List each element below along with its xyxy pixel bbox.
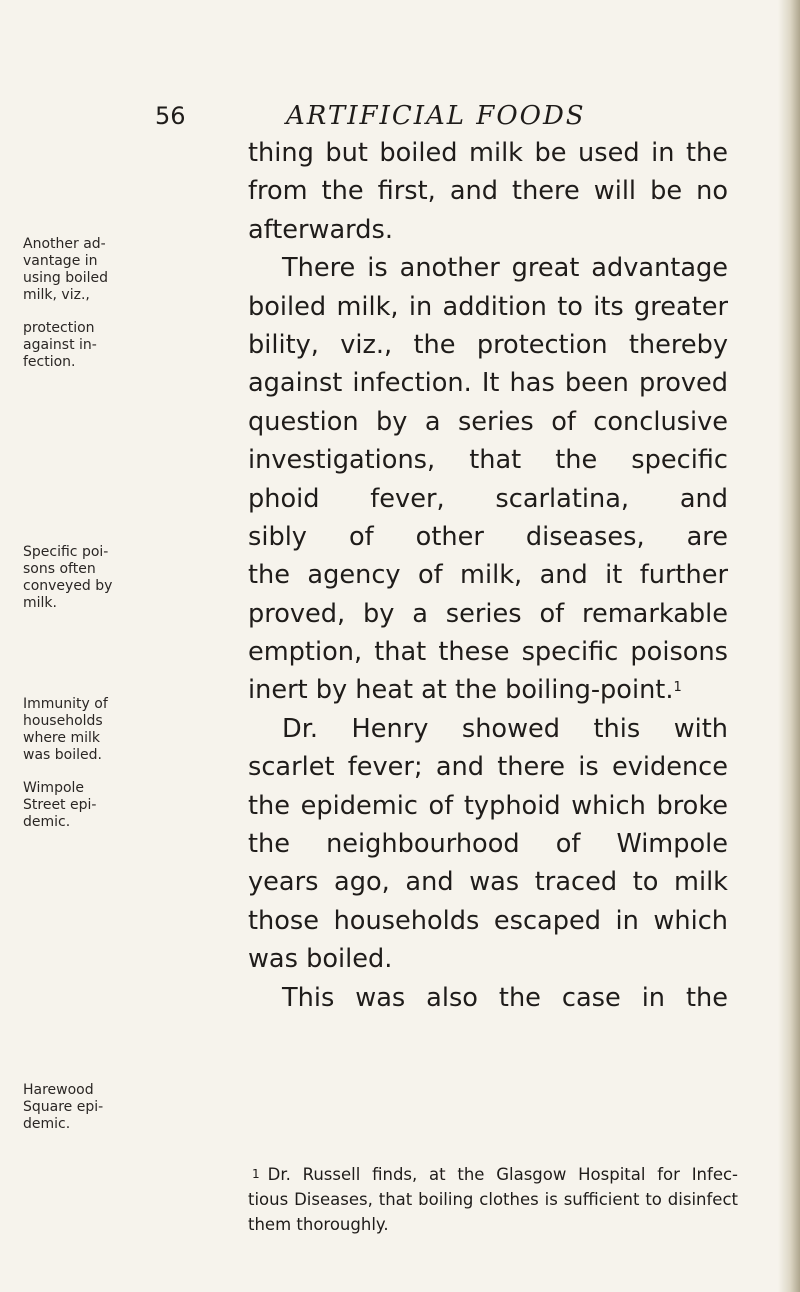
margin-note-line: Street epi-	[23, 797, 97, 813]
footnote-line: tious Diseases, that boiling clothes is sufficient to disinfect	[248, 1190, 738, 1209]
margin-note-line: against in-	[23, 337, 97, 353]
body-line: afterwards.	[248, 214, 393, 245]
margin-note-line: using boiled	[23, 270, 108, 286]
body-line: the neighbourhood of Wimpole	[248, 829, 728, 860]
margin-note-line: Immunity of	[23, 696, 108, 712]
body-line: proved, by a series of remarkable	[248, 598, 728, 629]
page-header	[0, 96, 800, 136]
margin-note-line: Wimpole	[23, 780, 85, 796]
body-line-with-footnote-ref	[248, 671, 728, 709]
footnotes	[248, 1162, 738, 1237]
margin-note-line: vantage in	[23, 253, 98, 269]
margin-note-line: protection	[23, 320, 95, 336]
margin-note-line: where milk	[23, 730, 100, 746]
body-line: was boiled.	[248, 944, 393, 975]
body-line: Dr. Henry showed this with	[282, 713, 728, 744]
footnote-reference: 1	[673, 680, 682, 696]
footnote-line: them thoroughly.	[248, 1215, 389, 1234]
margin-note-line: demic.	[23, 814, 71, 830]
margin-note-line: Another ad-	[23, 236, 106, 252]
margin-note-specific-poisons	[23, 544, 123, 612]
body-line: bility, viz., the protection thereby	[248, 329, 728, 360]
running-head: ARTIFICIAL FOODS	[286, 101, 586, 131]
page-edge-shadow	[778, 0, 800, 1292]
margin-note-line: demic.	[23, 1116, 71, 1132]
body-line: sibly of other diseases, are	[248, 521, 728, 552]
footnote-text: Dr. Russell finds, at the Glasgow Hospital for Infec-	[267, 1165, 738, 1184]
margin-note-harewood-square	[23, 1082, 123, 1133]
margin-note-line: fection.	[23, 354, 76, 370]
margin-note-immunity	[23, 696, 123, 764]
body-line: question by a series of conclusive	[248, 406, 728, 437]
body-line: phoid fever, scarlatina, and	[248, 483, 728, 514]
margin-note-line: was boiled.	[23, 747, 102, 763]
margin-note-line: milk.	[23, 595, 57, 611]
body-line: scarlet fever; and there is evidence	[248, 752, 728, 783]
body-text	[248, 134, 728, 1017]
margin-note-line: Harewood	[23, 1082, 94, 1098]
margin-note-line: households	[23, 713, 103, 729]
body-line: against infection. It has been proved	[248, 368, 728, 399]
margin-note-protection	[23, 320, 123, 371]
body-line: emption, that these specific poisons	[248, 637, 728, 668]
body-line: the agency of milk, and it further	[248, 560, 728, 591]
body-line-text: inert by heat at the boiling-point.	[248, 675, 674, 706]
margin-note-line: Specific poi-	[23, 544, 109, 560]
page-number: 56	[155, 102, 186, 130]
margin-note-line: Square epi-	[23, 1099, 104, 1115]
body-line: from the first, and there will be no	[248, 176, 728, 207]
footnote-marker: 1	[252, 1167, 260, 1181]
margin-note-line: conveyed by	[23, 578, 113, 594]
body-line: This was also the case in the	[282, 982, 728, 1013]
body-line: boiled milk, in addition to its greater	[248, 291, 728, 322]
body-line: years ago, and was traced to milk	[248, 867, 728, 898]
margin-note-another-advantage	[23, 236, 123, 304]
margin-note-line: milk, viz.,	[23, 287, 90, 303]
body-line: the epidemic of typhoid which broke	[248, 790, 728, 821]
footnote-first-line	[248, 1162, 738, 1187]
margin-note-wimpole-street	[23, 780, 123, 831]
body-line: investigations, that the specific	[248, 445, 728, 476]
margin-note-line: sons often	[23, 561, 96, 577]
body-line: thing but boiled milk be used in the	[248, 138, 728, 168]
body-line: those households escaped in which	[248, 905, 728, 936]
body-line: There is another great advantage	[282, 253, 728, 284]
